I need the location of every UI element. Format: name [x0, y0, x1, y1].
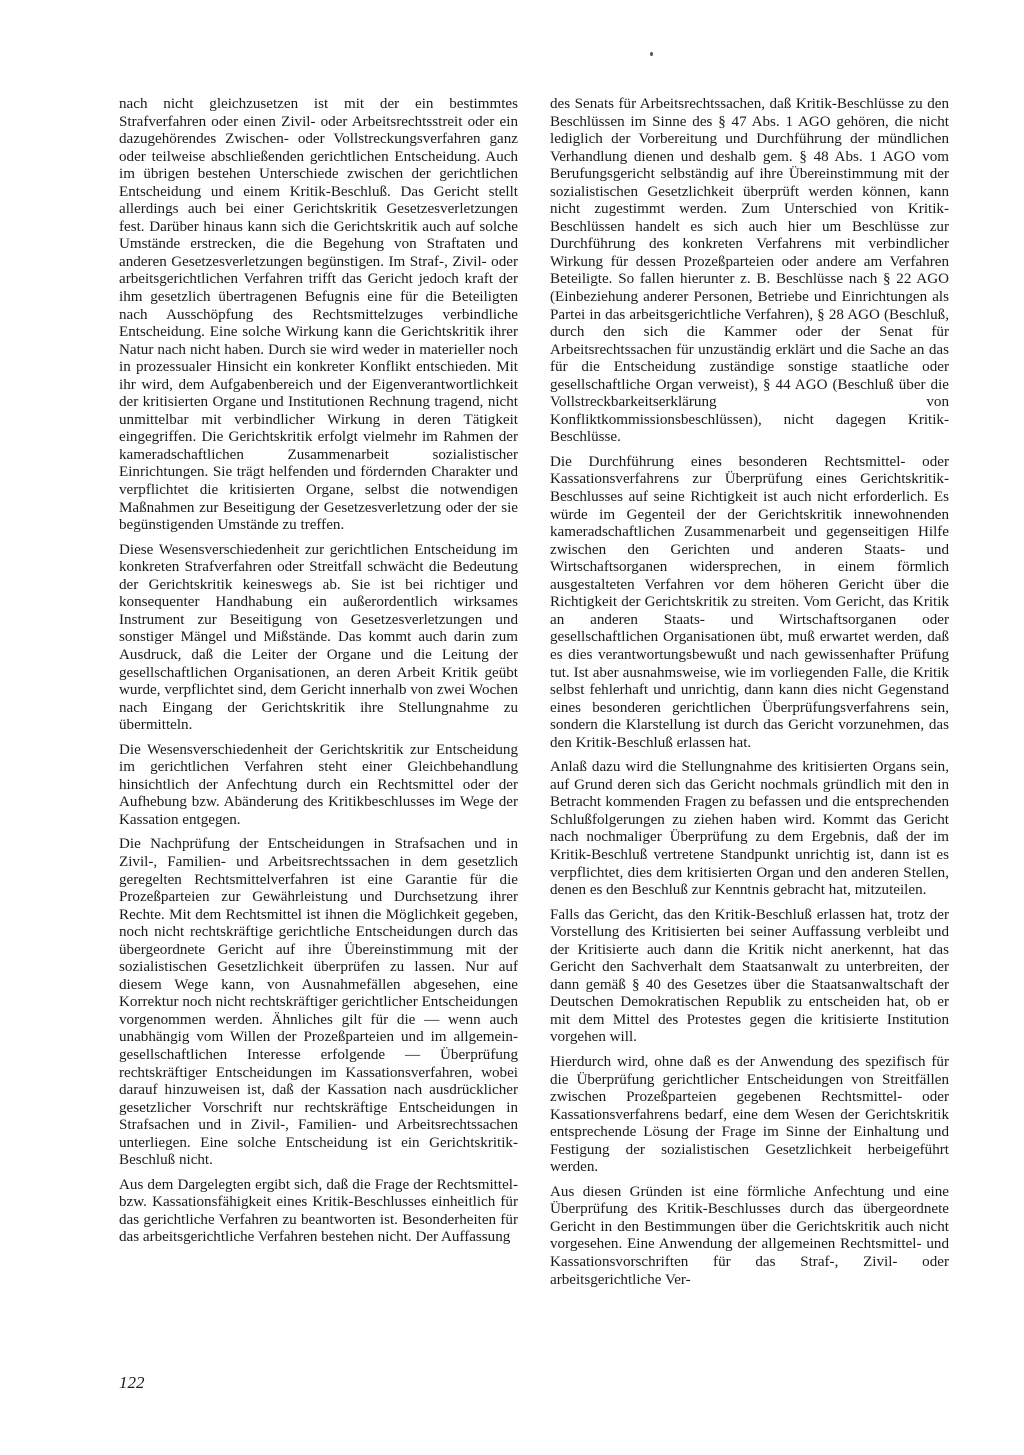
paragraph: Die Wesensverschiedenheit der Gerichtskritik zur Entscheidung im gerichtlichen Verfahren steht einer Gleichbehandlung hinsichtlich der Anfechtung durch ein Rechtsmittel oder der Aufhebung bzw. Abänderung des Kritikbeschlusses im Wege der Kassation entgegen. — [119, 741, 518, 828]
paragraph: Falls das Gericht, das den Kritik-Beschluß erlassen hat, trotz der Vorstellung des Kritisierten bei seiner Auffassung verbleibt und der Kritisierte auch dann die Kritik nicht anerkennt, hat das Gericht den Sachverhalt dem Staatsanwalt zu unterbreiten, der dann gemäß § 40 des Gesetzes über die Staatsanwaltschaft der Deutschen Demokratischen Republik zu entscheiden hat, ob er mit dem Mittel des Protestes gegen die kritisierte Institution vorgehen will. — [550, 906, 949, 1046]
paragraph: Anlaß dazu wird die Stellungnahme des kritisierten Organs sein, auf Grund deren sich das Gericht nochmals gründlich mit den in Betracht kommenden Fragen zu befassen und die entsprechenden Schlußfolgerungen zu ziehen haben wird. Kommt das Gericht nach nochmaliger Überprüfung zu dem Ergebnis, daß der im Kritik-Beschluß vertretene Standpunkt unrichtig ist, dann ist es verpflichtet, dies dem kritisierten Organ und den anderen Stellen, denen es den Beschluß zur Kenntnis gebracht hat, mitzuteilen. — [550, 759, 949, 899]
paragraph: Hierdurch wird, ohne daß es der Anwendung des spezifisch für die Überprüfung gerichtlicher Entscheidungen von Streitfällen zwischen Prozeßparteien gegebenen Rechtsmittel- oder Kassationsverfahrens bedarf, eine dem Wesen der Gerichtskritik entsprechende Lösung der Frage im Sinne der Einhaltung und Festigung der sozialistischen Gesetzlichkeit herbeigeführt werden. — [550, 1053, 949, 1176]
paragraph: Diese Wesensverschiedenheit zur gerichtlichen Entscheidung im konkreten Strafverfahren oder Streitfall schwächt die Bedeutung der Gerichtskritik keineswegs ab. Sie ist bei richtiger und konsequenter Handhabung ein außerordentlich wirksames Instrument zur Beseitigung von Gesetzesverletzungen und sonstiger Mängel und Mißstände. Das kommt auch darin zum Ausdruck, daß die Leiter der Organe und die Leitung der gesellschaftlichen Organisationen, an deren Arbeit Kritik geübt wurde, verpflichtet sind, dem Gericht innerhalb von zwei Wochen nach Eingang der Gerichtskritik ihre Stellungnahme zu übermitteln. — [119, 541, 518, 734]
paragraph: Aus dem Dargelegten ergibt sich, daß die Frage der Rechtsmittel- bzw. Kassationsfähigkeit eines Kritik-Beschlusses einheitlich für das gerichtliche Verfahren zu beantworten ist. Besonderheiten für das arbeitsgerichtliche Verfahren bestehen nicht. Der Auffassung — [119, 1176, 518, 1246]
right-text-column — [550, 96, 949, 1289]
page-number: 122 — [119, 1373, 145, 1392]
paragraph: Aus diesen Gründen ist eine förmliche Anfechtung und eine Überprüfung des Kritik-Beschlusses durch das übergeordnete Gericht in den Bestimmungen über die Gerichtskritik auch nicht vorgesehen. Eine Anwendung der allgemeinen Rechtsmittel- und Kassationsvorschriften für das Straf-, Zivil- oder arbeitsgerichtliche Ver- — [550, 1183, 949, 1288]
left-text-column — [119, 96, 518, 1247]
paragraph: des Senats für Arbeitsrechtssachen, daß Kritik-Beschlüsse zu den Beschlüssen im Sinne des § 47 Abs. 1 AGO gehören, die nicht lediglich der Vorbereitung und Durchführung der mündlichen Verhandlung dienen und deshalb gem. § 48 Abs. 1 AGO vom Berufungsgericht selbständig auf ihre Übereinstimmung mit der sozialistischen Gesetzlichkeit überprüft werden können, kann nicht zugestimmt werden. Zum Unterschied von Kritik-Beschlüssen handelt es sich auch hier um Beschlüsse zur Durchführung des konkreten Verfahrens mit verbindlicher Wirkung für dessen Prozeßparteien oder andere am Verfahren Beteiligte. So fallen hierunter z. B. Beschlüsse nach § 22 AGO (Einbeziehung anderer Personen, Betriebe und Einrichtungen als Partei in das arbeitsgerichtliche Verfahren), § 28 AGO (Beschluß, durch den sich die Kammer oder der Senat für Arbeitsrechtssachen für unzuständig erklärt und die Sache an das für die Entscheidung zuständige sonstige staatliche oder gesellschaftliche Organ verweist), § 44 AGO (Beschluß über die Vollstreckbarkeitserklärung von Konfliktkommissionsbeschlüssen), nicht dagegen Kritik-Beschlüsse. — [550, 96, 949, 446]
paragraph: nach nicht gleichzusetzen ist mit der ein bestimmtes Strafverfahren oder einen Zivil- oder Arbeitsrechtsstreit oder ein dazugehörendes Zwischen- oder Vollstreckungsverfahren ganz oder teilweise abschließenden gerichtlichen Entscheidung. Auch im übrigen bestehen Unterschiede zwischen der gerichtlichen Entscheidung und einem Kritik-Beschluß. Das Gericht stellt allerdings auch bei einer Gerichtskritik Gesetzesverletzungen fest. Darüber hinaus kann sich die Gerichtskritik auch auf solche Umstände erstrecken, die die Begehung von Straftaten und anderen Gesetzesverletzungen begünstigen. Im Straf-, Zivil- oder arbeitsgerichtlichen Verfahren trifft das Gericht jedoch kraft der ihm gesetzlich übertragenen Befugnis eine für die Beteiligten nach Ausschöpfung des Rechtsmittelzuges verbindliche Entscheidung. Eine solche Wirkung kann die Gerichtskritik ihrer Natur nach nicht haben. Durch sie wird weder in materieller noch in prozessualer Hinsicht ein konkreter Konflikt entschieden. Mit ihr wird, dem Aufgabenbereich und der Eigenverantwortlichkeit der kritisierten Organe und Institutionen Rechnung tragend, nicht unmittelbar mit verbindlicher Wirkung in deren Tätigkeit eingegriffen. Die Gerichtskritik erfolgt vielmehr im Rahmen der kameradschaftlichen Zusammenarbeit sozialistischer Einrichtungen. Sie trägt helfenden und fördernden Charakter und verpflichtet die kritisierten Organe, selbst die notwendigen Maßnahmen zur Beseitigung der Gesetzesverletzung oder der sie begünstigenden Umstände zu treffen. — [119, 96, 518, 534]
paragraph: Die Nachprüfung der Entscheidungen in Strafsachen und in Zivil-, Familien- und Arbeitsrechtssachen in dem gesetzlich geregelten Rechtsmittelverfahren ist eine Garantie für die Prozeßparteien zur Gewährleistung und Durchsetzung ihrer Rechte. Mit dem Rechtsmittel ist ihnen die Möglichkeit gegeben, noch nicht rechtskräftige gerichtliche Entscheidungen durch das übergeordnete Gericht auf ihre Übereinstimmung mit der sozialistischen Gesetzlichkeit überprüfen zu lassen. Nur auf diesem Wege kann, von Ausnahmefällen abgesehen, eine Korrektur noch nicht rechtskräftiger gerichtlicher Entscheidungen vorgenommen werden. Ähnliches gilt für die — wenn auch unabhängig vom Willen der Prozeßparteien und im allgemein-gesellschaftlichen Interesse erfolgende — Überprüfung rechtskräftiger Entscheidungen im Kassationsverfahren, wobei darauf hinzuweisen ist, daß der Kassation nach ausdrücklicher gesetzlicher Vorschrift nur rechtskräftige Entscheidungen in Strafsachen und in Zivil-, Familien- und Arbeitsrechtssachen unterliegen. Eine solche Entscheidung ist ein Gerichtskritik-Beschluß nicht. — [119, 836, 518, 1169]
paragraph: Die Durchführung eines besonderen Rechtsmittel- oder Kassationsverfahrens zur Überprüfung eines Gerichtskritik-Beschlusses auf seine Richtigkeit ist auch nicht erforderlich. Es würde im Gegenteil der der Gerichtskritik innewohnenden kameradschaftlichen Zusammenarbeit und gegenseitigen Hilfe zwischen den Gerichten und anderen Staats- und Wirtschaftsorganen widersprechen, in einem förmlich ausgestalteten Verfahren vor dem höheren Gericht über die Richtigkeit der Gerichtskritik zu streiten. Vom Gericht, das Kritik an anderen Staats- und Wirtschaftsorganen oder gesellschaftlichen Organisationen übt, muß erwartet werden, daß es dies verantwortungsbewußt und nach gewissenhafter Prüfung tut. Ist aber ausnahmsweise, wie im vorliegenden Falle, die Kritik selbst fehlerhaft und unrichtig, dann kann dies nicht Gegenstand eines besonderen gerichtlichen Überprüfungsverfahrens sein, sondern die Klarstellung ist durch das Gericht vorzunehmen, das den Kritik-Beschluß erlassen hat. — [550, 453, 949, 751]
print-speck — [650, 52, 653, 56]
